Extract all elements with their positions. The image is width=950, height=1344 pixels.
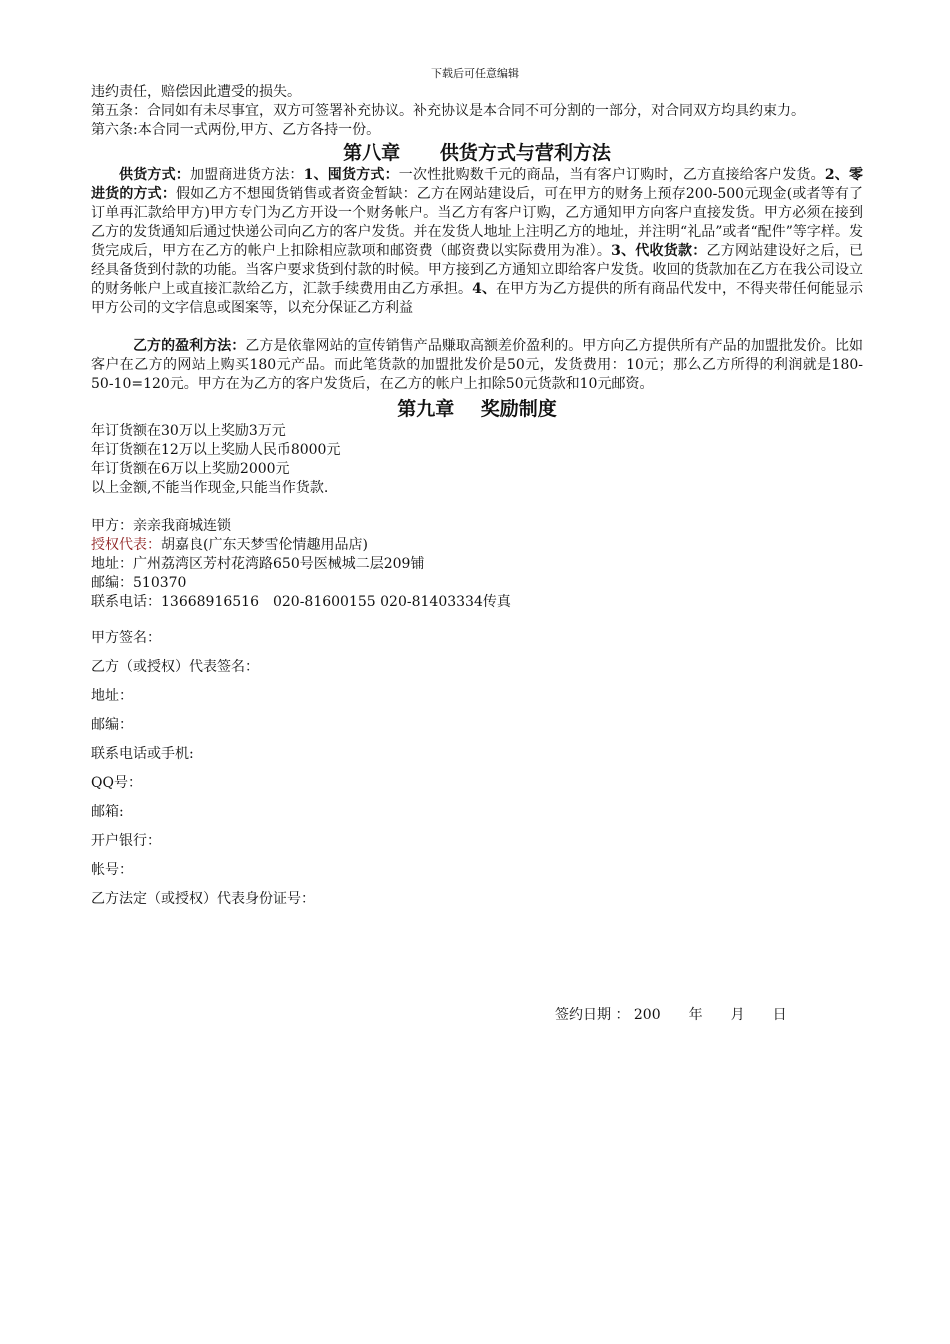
item3-label: 3、代收货款： xyxy=(611,243,707,259)
party-a-representative xyxy=(91,536,863,555)
chapter-8-number: 第八章 xyxy=(343,142,401,164)
field-party-b-signature: 乙方（或授权）代表签名： xyxy=(91,659,259,675)
profit-method-paragraph: 乙方的盈利方法：乙方是依靠网站的宣传销售产品赚取高额差价盈利的。甲方向乙方提供所有产品的加盟批发价。比如客户在乙方的网站上购买180元产品。而此笔货款的加盟批发价是50元，发货费用：10元；那么乙方所得的利润就是180-50-10=120元。甲方在为乙方的客户发货后，在乙方的帐户上扣除50元货款和10元邮资。 xyxy=(91,338,864,392)
field-address: 地址： xyxy=(91,688,133,704)
chapter-8-heading xyxy=(91,140,863,166)
field-party-a-signature: 甲方签名： xyxy=(91,630,161,646)
clause-4-tail: 违约责任，赔偿因此遭受的损失。 xyxy=(91,84,301,100)
party-a-postcode: 邮编：510370 xyxy=(91,575,187,591)
reward-item: 年订货额在6万以上奖励2000元 xyxy=(91,461,290,477)
field-qq: QQ号： xyxy=(91,775,142,791)
chapter-9-title: 奖励制度 xyxy=(480,398,557,420)
item1-label: 1、囤货方式： xyxy=(303,167,399,183)
sign-date: 签约日期 ： 200 年 月 日 xyxy=(555,1007,787,1023)
field-phone: 联系电话或手机: xyxy=(91,746,194,762)
field-account: 帐号： xyxy=(91,862,133,878)
profit-label: 乙方的盈利方法： xyxy=(133,338,246,354)
supply-label: 供货方式： xyxy=(119,167,191,183)
reward-item: 年订货额在12万以上奖励人民币8000元 xyxy=(91,442,341,458)
field-bank: 开户银行： xyxy=(91,833,161,849)
supply-methods-paragraph: 供货方式：加盟商进货方法：1、囤货方式：一次性批购数千元的商品，当有客户订购时，乙方直接给客户发货。2、零进货的方式：假如乙方不想囤货销售或者资金暂缺：乙方在网站建设后，可在甲方的财务上预存200-500元现金(或者等有了订单再汇款给甲方)甲方专门为乙方开设一个财务帐户。当乙方有客户订购，乙方通知甲方向客户直接发货。甲方必须在接到乙方的发货通知后通过快递公司向乙方的客户发货。并在发货人地址上注明乙方的地址，并注明“礼品”或者“配件”等字样。发货完成后，甲方在乙方的帐户上扣除相应款项和邮资费（邮资费以实际费用为准）。3、代收货款：乙方网站建设好之后，已经具备货到付款的功能。当客户要求货到付款的时候。甲方接到乙方通知立即给客户发货。收回的货款加在乙方在我公司设立的财务帐户上或直接汇款给乙方，汇款手续费用由乙方承担。4、在甲方为乙方提供的所有商品代发中，不得夹带任何能显示甲方公司的文字信息或图案等，以充分保证乙方利益 xyxy=(91,167,864,316)
party-a-phone: 联系电话：13668916516 020-81600155 020-81403334传真 xyxy=(91,594,511,610)
party-a-address: 地址：广州荔湾区芳村花湾路650号医械城二层209铺 xyxy=(91,556,425,572)
chapter-9-number: 第九章 xyxy=(397,398,455,420)
rep-value: 胡嘉良(广东天梦雪伦情趣用品店) xyxy=(161,537,368,553)
clause-6: 第六条:本合同一式两份,甲方、乙方各持一份。 xyxy=(91,122,381,138)
field-postcode: 邮编： xyxy=(91,717,133,733)
party-a-name: 甲方：亲亲我商城连锁 xyxy=(91,518,231,534)
page-header: 下载后可任意编辑 xyxy=(431,67,519,80)
chapter-8-title: 供货方式与营利方法 xyxy=(439,142,611,164)
reward-note: 以上金额,不能当作现金,只能当作货款. xyxy=(91,480,329,496)
item4-label: 4、 xyxy=(472,281,497,297)
item2-label: 2、零进货的方式： xyxy=(91,167,864,202)
document-body xyxy=(91,83,863,914)
field-id-number: 乙方法定（或授权）代表身份证号： xyxy=(91,891,315,907)
reward-item: 年订货额在30万以上奖励3万元 xyxy=(91,423,286,439)
clause-5: 第五条：合同如有未尽事宜，双方可签署补充协议。补充协议是本合同不可分割的一部分，对合同双方均具约束力。 xyxy=(91,103,805,119)
chapter-9-heading xyxy=(91,396,863,422)
field-email: 邮箱: xyxy=(91,804,124,820)
rep-label: 授权代表： xyxy=(91,537,161,553)
signature-fields xyxy=(91,624,863,914)
